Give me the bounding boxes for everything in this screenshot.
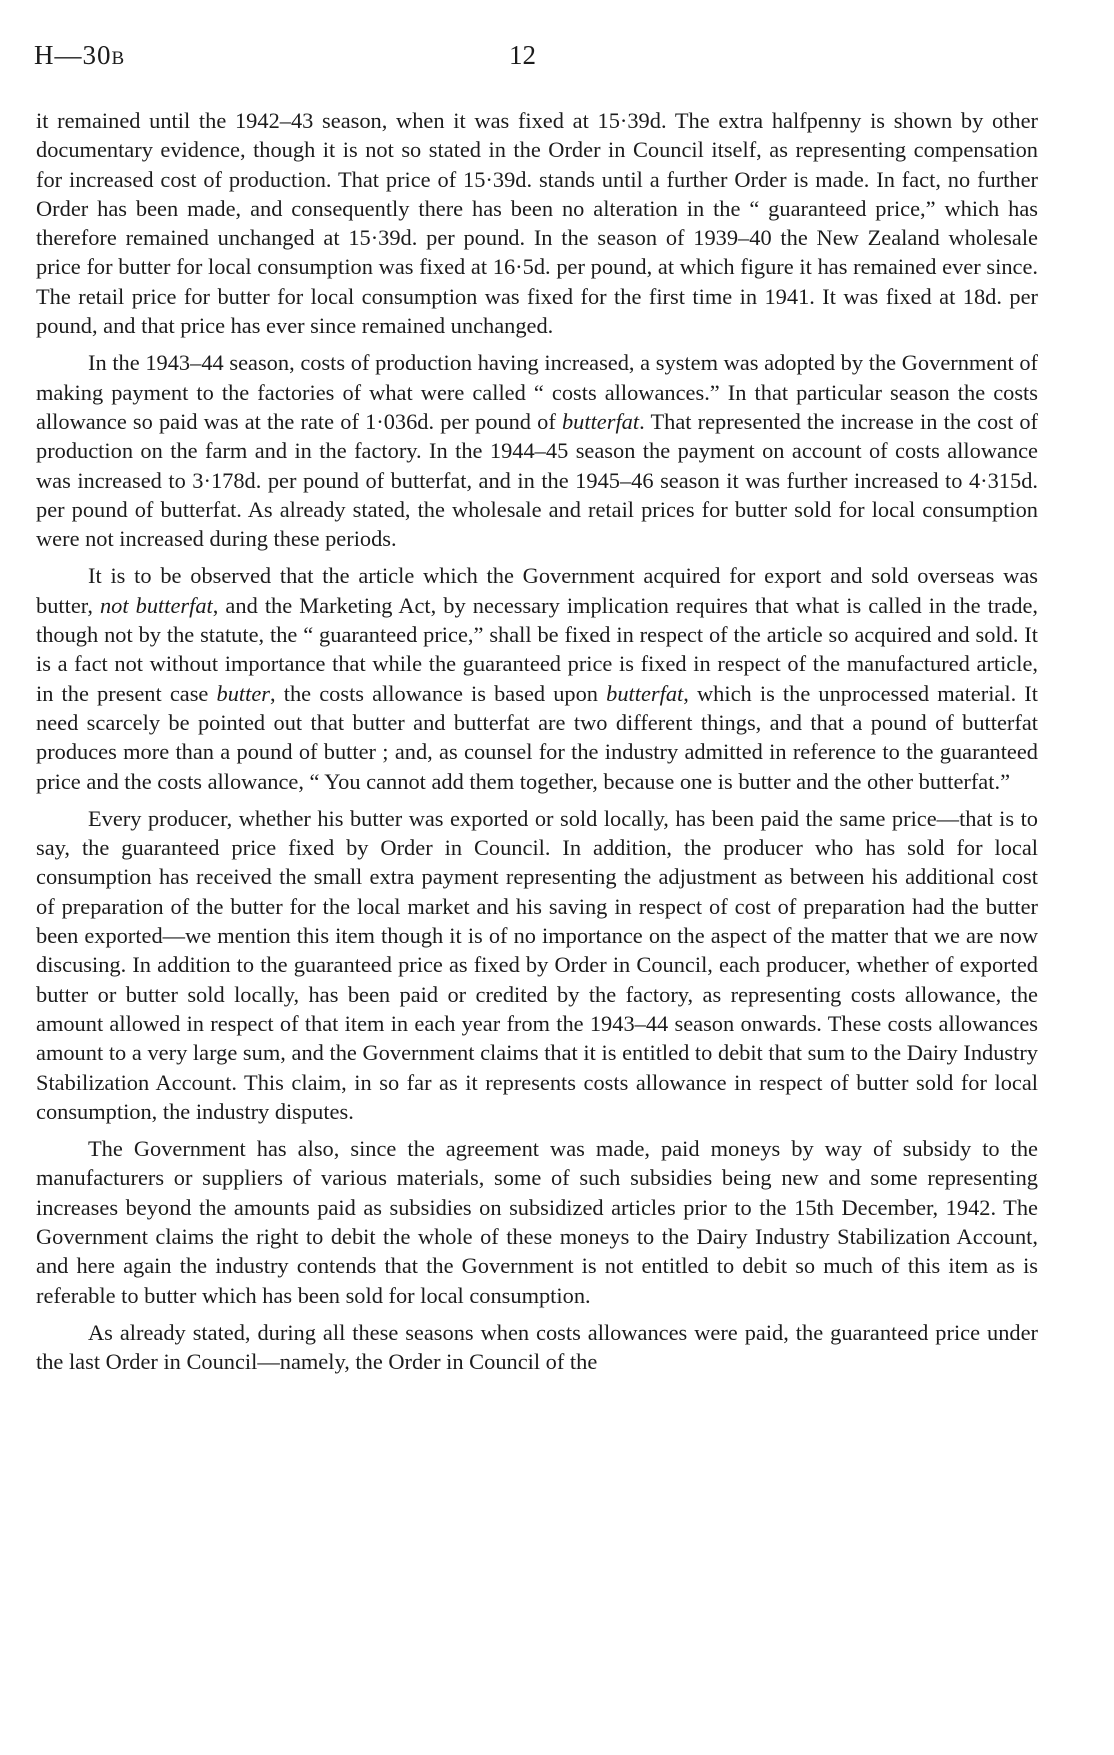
text-segment: In the 1943–44 season, costs of production having increased, a system was adopted by the Government of making payment to the factories of what were called “ costs allowances.” In that particular season the costs allowance so paid was at the rate of 1·036d. per pound of	[36, 350, 1038, 434]
text-segment: Every producer, whether his butter was exported or sold locally, has been paid the same price—that is to say, the guaranteed price fixed by Order in Council. In addition, the producer who has sold for local consumption has received the small extra payment representing the adjustment as between his additional cost of preparation of the butter for the local market and his saving in respect of cost of preparation had the butter been exported—we mention this item though it is of no importance on the aspect of the matter that we are now discusing. In addition to the guaranteed price as fixed by Order in Council, each producer, whether of exported butter or butter sold locally, has been paid or credited by the factory, as representing costs allowance, the amount allowed in respect of that item in each year from the 1943–44 season onwards. These costs allowances amount to a very large sum, and the Government claims that it is entitled to debit that sum to the Dairy Industry Stabilization Account. This claim, in so far as it represents costs allowance in respect of butter sold for local consumption, the industry disputes.	[36, 805, 1038, 1124]
document-reference	[34, 40, 126, 71]
paragraph-2	[36, 348, 1038, 553]
text-segment: it remained until the 1942–43 season, when it was fixed at 15·39d. The extra halfpenny is shown by other documentary evidence, though it is not so stated in the Order in Council itself, as representing compensation for increased cost of production. That price of 15·39d. stands until a further Order is made. In fact, no further Order has been made, and consequently there has been no alteration in the “ guaranteed price,” which has therefore remained unchanged at 15·39d. per pound. In the season of 1939–40 the New Zealand wholesale price for butter for local consumption was fixed at 16·5d. per pound, at which figure it has remained ever since. The retail price for butter for local consumption was fixed for the first time in 1941. It was fixed at 18d. per pound, and that price has ever since remained unchanged.	[36, 108, 1038, 339]
paragraph-5	[36, 1134, 1038, 1310]
text-segment: . That represented the increase in the cost of production on the farm and in the factory. In the 1944–45 season the payment on account of costs allowance was increased to 3·178d. per pound of butterfat, and in the 1945–46 season it was further increased to 4·315d. per pound of butterfat. As already stated, the wholesale and retail prices for butter sold for local consumption were not increased during these periods.	[36, 408, 1038, 552]
paragraph-6	[36, 1318, 1038, 1377]
document-reference-main: H—30	[34, 40, 112, 70]
text-segment: The Government has also, since the agreement was made, paid moneys by way of subsidy to the manufacturers or suppliers of various materials, some of such subsidies being new and some representing increases beyond the amounts paid as subsidies on subsidized articles prior to the 15th December, 1942. The Government claims the right to debit the whole of these moneys to the Dairy Industry Stabilization Account, and here again the industry contends that the Government is not entitled to debit so much of this item as is referable to butter which has been sold for local consumption.	[36, 1136, 1038, 1308]
paragraph-4	[36, 804, 1038, 1126]
page-number: 12	[509, 40, 536, 70]
emphasized-text: butterfat	[561, 408, 640, 434]
page-header	[34, 40, 1038, 80]
text-segment: , which is the unprocessed material. It need scarcely be pointed out that butter and butterfat are two different things, and that a pound of butterfat produces more than a pound of butter ; and, as counsel for the industry admitted in reference to the guaranteed price and the costs allowance, “ You cannot add them together, because one is butter and the other butterfat.”	[36, 680, 1038, 794]
paragraph-1	[36, 106, 1038, 340]
text-segment: , and the Marketing Act, by necessary implication requires that what is called in the trade, though not by the statute, the “ guaranteed price,” shall be fixed in respect of the article so acquired and sold. It is a fact not without importance that while the guaranteed price is fixed in respect of the manufactured article, in the present case	[36, 592, 1038, 706]
emphasized-text: butter	[216, 680, 270, 706]
body-text	[36, 106, 1038, 1376]
emphasized-text: butterfat	[606, 680, 684, 706]
emphasized-text: not butterfat	[99, 592, 213, 618]
paragraph-3	[36, 561, 1038, 795]
text-segment: It is to be observed that the article which the Government acquired for export and sold overseas was butter,	[36, 563, 1038, 618]
document-reference-suffix: B	[111, 48, 127, 69]
text-segment: As already stated, during all these seasons when costs allowances were paid, the guaranteed price under the last Order in Council—namely, the Order in Council of the	[36, 1319, 1038, 1375]
text-segment: , the costs allowance is based upon	[270, 680, 607, 706]
